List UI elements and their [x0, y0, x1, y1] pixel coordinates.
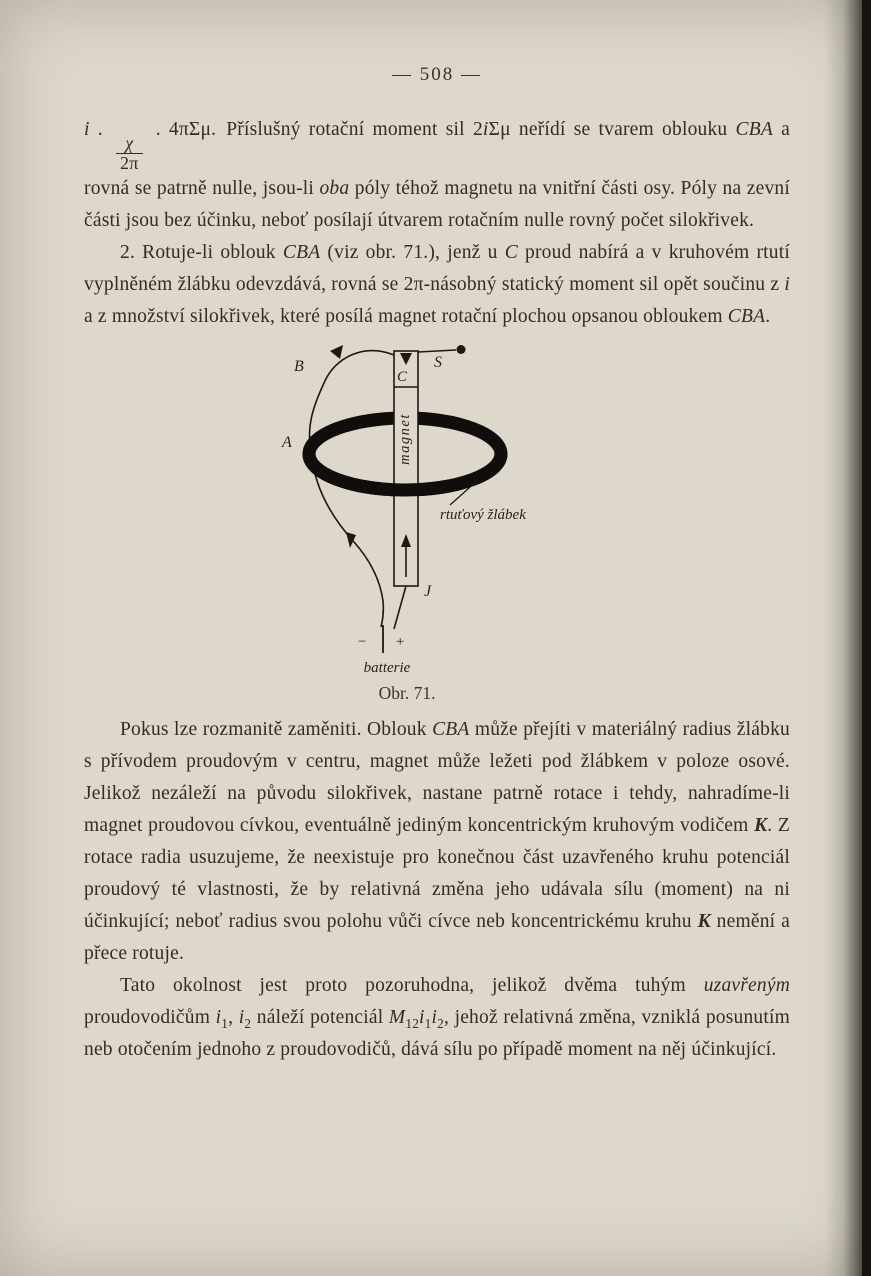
text-segment-italic: CBA [735, 119, 773, 140]
formula-operator: . [89, 119, 112, 140]
paragraph-2 [84, 237, 790, 333]
text-segment: , jehož relativná změna, vzniklá posunutím neb otočením jednoho z proudovodičů, dává sílu po případě moment na něj účinkující. [84, 1006, 790, 1060]
text-segment-italic: uzavřeným [703, 974, 790, 996]
text-segment: , [228, 1006, 239, 1028]
text-segment: . [765, 305, 771, 327]
paragraph-4 [84, 970, 790, 1066]
figure-drawing [242, 339, 572, 681]
figure-caption: Obr. 71. [378, 682, 436, 703]
text-segment-italic: i [784, 273, 790, 295]
var-mi2-sub: 2 [437, 1015, 444, 1031]
text-segment-italic: CBA [432, 718, 470, 740]
page-number: — 508 — [392, 64, 482, 85]
text-segment: a z množství silokřivek, které posílá magnet rotační plochou opsanou obloukem [84, 305, 728, 327]
label-magnet: magnet [397, 412, 413, 465]
text-segment: a rovná se patrně nulle, jsou-li [84, 119, 791, 199]
var-m-sub: 12 [405, 1015, 420, 1031]
figure-obr-71 [242, 339, 572, 704]
var-i2-sub: 2 [244, 1015, 252, 1031]
var-i1-sub: 1 [221, 1015, 229, 1031]
var-mi2: i [431, 1006, 438, 1028]
text-segment: Pokus lze rozmanitě zaměniti. Oblouk [120, 718, 433, 740]
fraction-numerator: χ [125, 133, 134, 153]
current-arrow-b-icon [330, 345, 343, 359]
fraction-denominator: 2π [116, 153, 143, 173]
fraction [116, 134, 143, 173]
text-segment-italic: oba [319, 177, 350, 199]
text-segment-italic: CBA [282, 241, 321, 263]
text-segment: . Z rotace radia usuzujeme, že neexistuje pro konečnou část uzavřeného kruhu potenciál proudový té vlastnosti, že by relativná změna jeho udávala sílu (moment) na ni účinkující; neboť radius svou polohu vůči cívce neb koncentrickému kruhu [84, 814, 790, 932]
text-segment: Příslušný rotační moment sil 2 [226, 119, 483, 140]
text-segment: 2. Rotuje-li oblouk [120, 241, 283, 263]
var-i1: i [215, 1006, 222, 1028]
text-segment: (viz obr. 71.), jenž u [320, 241, 505, 263]
var-mi1: i [419, 1006, 425, 1028]
paragraph-1 [84, 114, 790, 237]
text-segment: Σμ neřídí se tvarem oblouku [488, 119, 736, 140]
text-segment: póly téhož magnetu na vnitřní části osy. Póly na zevní části jsou bez účinku, neboť posílají útvarem rotačním nulle rovný počet silokřivek. [84, 177, 790, 231]
text-segment: nemění a přece rotuje. [84, 910, 790, 964]
book-spine-edge [862, 0, 871, 1276]
text-segment: proud nabírá a v kruhovém rtutí vyplněném žlábku odevzdává, rovná se 2π-násobný statický moment sil opět součinu z [84, 241, 790, 295]
label-plus: + [394, 633, 406, 650]
text-segment-italic: CBA [727, 305, 766, 327]
text-segment: proudovodičům [84, 1006, 216, 1028]
label-trough: rtuťový žlábek [440, 506, 526, 523]
current-arrow-down-icon [346, 532, 356, 548]
text-segment-italic: K [754, 814, 768, 836]
formula-tail: . 4πΣμ. [147, 119, 217, 140]
label-s: S [434, 353, 442, 371]
label-minus: − [356, 633, 368, 650]
paragraph-3 [84, 714, 790, 970]
var-mi1-sub: 1 [424, 1015, 432, 1031]
text-segment-italic: C [504, 241, 518, 263]
label-a: A [282, 433, 292, 451]
var-i2: i [238, 1006, 245, 1028]
formula-var-i: i [84, 119, 90, 140]
wire-top [418, 350, 456, 352]
wire-right [394, 586, 406, 629]
text-segment-italic: K [697, 910, 711, 932]
text-segment: náleží potenciál [251, 1006, 389, 1028]
label-battery: batterie [363, 659, 411, 676]
text-segment: Tato okolnost jest proto pozoruhodna, jelikož dvěma tuhým [120, 974, 704, 996]
contact-dot [457, 345, 466, 354]
book-spine-shadow [825, 0, 871, 1276]
text-segment: může přejíti v materiálný radius žlábku s přívodem proudovým v centru, magnet může ležeti pod žlábkem v poloze osové. Jelikož nezáleží na původu silokřivek, nastane patrně rotace i tehdy, nahradíme-li magnet proudovou cívkou, eventuálně jediným koncentrickým kruhovým vodičem [84, 718, 790, 836]
text-segment-italic: i [482, 119, 489, 140]
label-j: J [424, 582, 432, 600]
label-b: B [294, 357, 304, 375]
page-content [84, 64, 790, 1066]
label-c: C [396, 368, 408, 385]
var-m: M [388, 1006, 406, 1028]
